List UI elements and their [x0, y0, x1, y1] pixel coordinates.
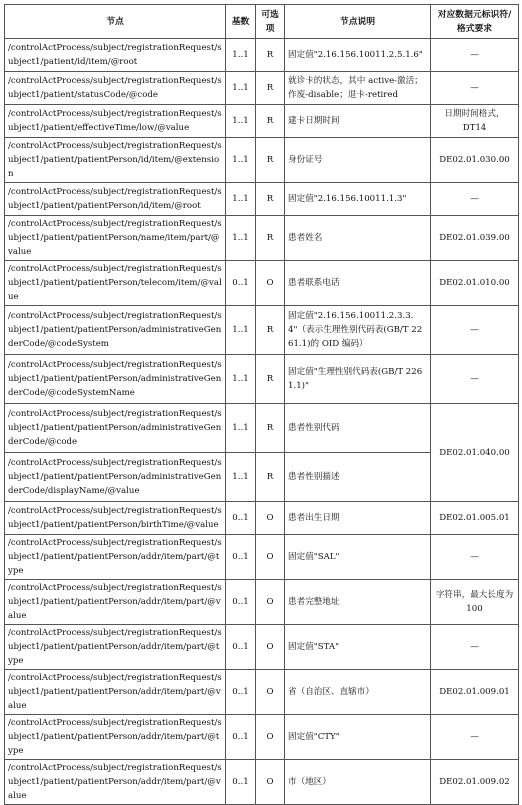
description-cell: 市（地区） — [285, 760, 431, 805]
node-cell: /controlActProcess/subject/registrationRequest/subject1/patient/patientPerson/addr/item/part/@type — [5, 625, 226, 670]
table-row — [5, 261, 519, 306]
node-cell: /controlActProcess/subject/registrationRequest/subject1/patient/patientPerson/name/item/part/@value — [5, 216, 226, 261]
optional-cell: R — [256, 216, 285, 261]
description-cell: 就诊卡的状态，其中 active-激活；作废-disable；退卡-retired — [285, 72, 431, 105]
node-cell: /controlActProcess/subject/registrationRequest/subject1/patient/patientPerson/id/item/@extension — [5, 138, 226, 183]
optional-cell: R — [256, 453, 285, 502]
cardinality-cell: 0..1 — [226, 760, 256, 805]
optional-cell: R — [256, 355, 285, 404]
cardinality-cell: 0..1 — [226, 580, 256, 625]
table-row — [5, 715, 519, 760]
node-cell: /controlActProcess/subject/registrationRequest/subject1/patient/patientPerson/birthTime/@value — [5, 502, 226, 535]
mapping-cell: — — [431, 355, 519, 404]
table-row — [5, 72, 519, 105]
description-cell: 患者性别代码 — [285, 404, 431, 453]
optional-cell: R — [256, 39, 285, 72]
node-cell: /controlActProcess/subject/registrationRequest/subject1/patient/effectiveTime/low/@value — [5, 105, 226, 138]
header-optional: 可选项 — [256, 5, 285, 39]
mapping-cell: — — [431, 535, 519, 580]
description-cell: 患者完整地址 — [285, 580, 431, 625]
table-row — [5, 306, 519, 355]
description-cell: 固定值"2.16.156.10011.1.3" — [285, 183, 431, 216]
header-description: 节点说明 — [285, 5, 431, 39]
header-node: 节点 — [5, 5, 226, 39]
node-cell: /controlActProcess/subject/registrationRequest/subject1/patient/patientPerson/administrativeGenderCode/@codeSystem — [5, 306, 226, 355]
description-cell: 省（自治区、直辖市） — [285, 670, 431, 715]
node-cell: /controlActProcess/subject/registrationRequest/subject1/patient/patientPerson/telecom/item/@value — [5, 261, 226, 306]
mapping-cell: DE02.01.010.00 — [431, 261, 519, 306]
table-row — [5, 625, 519, 670]
optional-cell: R — [256, 138, 285, 183]
optional-cell: R — [256, 183, 285, 216]
cardinality-cell: 0..1 — [226, 670, 256, 715]
node-cell: /controlActProcess/subject/registrationRequest/subject1/patient/patientPerson/addr/item/part/@value — [5, 580, 226, 625]
optional-cell: O — [256, 502, 285, 535]
description-cell: 患者联系电话 — [285, 261, 431, 306]
spec-table — [4, 4, 519, 805]
cardinality-cell: 1..1 — [226, 306, 256, 355]
cardinality-cell: 1..1 — [226, 39, 256, 72]
table-row — [5, 355, 519, 404]
cardinality-cell: 1..1 — [226, 105, 256, 138]
cardinality-cell: 1..1 — [226, 138, 256, 183]
description-cell: 固定值"2.16.156.10011.2.3.3.4"（表示生理性别代码表(GB/T 2261.1)的 OID 编码） — [285, 306, 431, 355]
mapping-cell: — — [431, 183, 519, 216]
optional-cell: O — [256, 625, 285, 670]
node-cell: /controlActProcess/subject/registrationRequest/subject1/patient/patientPerson/id/item/@root — [5, 183, 226, 216]
node-cell: /controlActProcess/subject/registrationRequest/subject1/patient/patientPerson/administrativeGenderCode/displayName/@value — [5, 453, 226, 502]
node-cell: /controlActProcess/subject/registrationRequest/subject1/patient/patientPerson/addr/item/part/@value — [5, 670, 226, 715]
table-row — [5, 760, 519, 805]
optional-cell: O — [256, 261, 285, 306]
table-row — [5, 580, 519, 625]
optional-cell: O — [256, 535, 285, 580]
table-row — [5, 216, 519, 261]
cardinality-cell: 0..1 — [226, 535, 256, 580]
mapping-cell: 字符串，最大长度为 100 — [431, 580, 519, 625]
mapping-cell: DE02.01.009.02 — [431, 760, 519, 805]
cardinality-cell: 1..1 — [226, 216, 256, 261]
mapping-cell: — — [431, 625, 519, 670]
table-row — [5, 404, 519, 453]
cardinality-cell: 1..1 — [226, 453, 256, 502]
table-row — [5, 138, 519, 183]
cardinality-cell: 0..1 — [226, 261, 256, 306]
description-cell: 患者出生日期 — [285, 502, 431, 535]
cardinality-cell: 0..1 — [226, 625, 256, 670]
optional-cell: O — [256, 670, 285, 715]
description-cell: 固定值"CTY" — [285, 715, 431, 760]
mapping-cell: DE02.01.030.00 — [431, 138, 519, 183]
table-row — [5, 502, 519, 535]
node-cell: /controlActProcess/subject/registrationRequest/subject1/patient/patientPerson/addr/item/part/@value — [5, 760, 226, 805]
cardinality-cell: 0..1 — [226, 502, 256, 535]
mapping-cell: DE02.01.040.00 — [431, 404, 519, 502]
header-cardinality: 基数 — [226, 5, 256, 39]
description-cell: 固定值"SAL" — [285, 535, 431, 580]
node-cell: /controlActProcess/subject/registrationRequest/subject1/patient/statusCode/@code — [5, 72, 226, 105]
node-cell: /controlActProcess/subject/registrationRequest/subject1/patient/patientPerson/addr/item/part/@type — [5, 535, 226, 580]
description-cell: 固定值"生理性别代码表(GB/T 2261.1)" — [285, 355, 431, 404]
description-cell: 固定值"2.16.156.10011.2.5.1.6" — [285, 39, 431, 72]
node-cell: /controlActProcess/subject/registrationRequest/subject1/patient/patientPerson/addr/item/part/@type — [5, 715, 226, 760]
cardinality-cell: 1..1 — [226, 355, 256, 404]
optional-cell: R — [256, 404, 285, 453]
mapping-cell: 日期时间格式，DT14 — [431, 105, 519, 138]
optional-cell: O — [256, 580, 285, 625]
cardinality-cell: 0..1 — [226, 715, 256, 760]
cardinality-cell: 1..1 — [226, 183, 256, 216]
optional-cell: R — [256, 105, 285, 138]
mapping-cell: — — [431, 306, 519, 355]
mapping-cell: — — [431, 715, 519, 760]
optional-cell: O — [256, 760, 285, 805]
description-cell: 患者性别描述 — [285, 453, 431, 502]
node-cell: /controlActProcess/subject/registrationRequest/subject1/patient/patientPerson/administrativeGenderCode/@codeSystemName — [5, 355, 226, 404]
optional-cell: R — [256, 72, 285, 105]
mapping-cell: DE02.01.005.01 — [431, 502, 519, 535]
table-row — [5, 670, 519, 715]
table-row — [5, 105, 519, 138]
optional-cell: O — [256, 715, 285, 760]
table-row — [5, 535, 519, 580]
description-cell: 建卡日期时间 — [285, 105, 431, 138]
description-cell: 固定值"STA" — [285, 625, 431, 670]
header-mapping: 对应数据元标识符/格式要求 — [431, 5, 519, 39]
table-row — [5, 39, 519, 72]
description-cell: 身份证号 — [285, 138, 431, 183]
header-row — [5, 5, 519, 39]
table-row — [5, 183, 519, 216]
description-cell: 患者姓名 — [285, 216, 431, 261]
node-cell: /controlActProcess/subject/registrationRequest/subject1/patient/id/item/@root — [5, 39, 226, 72]
mapping-cell: — — [431, 39, 519, 72]
cardinality-cell: 1..1 — [226, 404, 256, 453]
mapping-cell: — — [431, 72, 519, 105]
node-cell: /controlActProcess/subject/registrationRequest/subject1/patient/patientPerson/administrativeGenderCode/@code — [5, 404, 226, 453]
mapping-cell: DE02.01.039.00 — [431, 216, 519, 261]
mapping-cell: DE02.01.009.01 — [431, 670, 519, 715]
optional-cell: R — [256, 306, 285, 355]
cardinality-cell: 1..1 — [226, 72, 256, 105]
